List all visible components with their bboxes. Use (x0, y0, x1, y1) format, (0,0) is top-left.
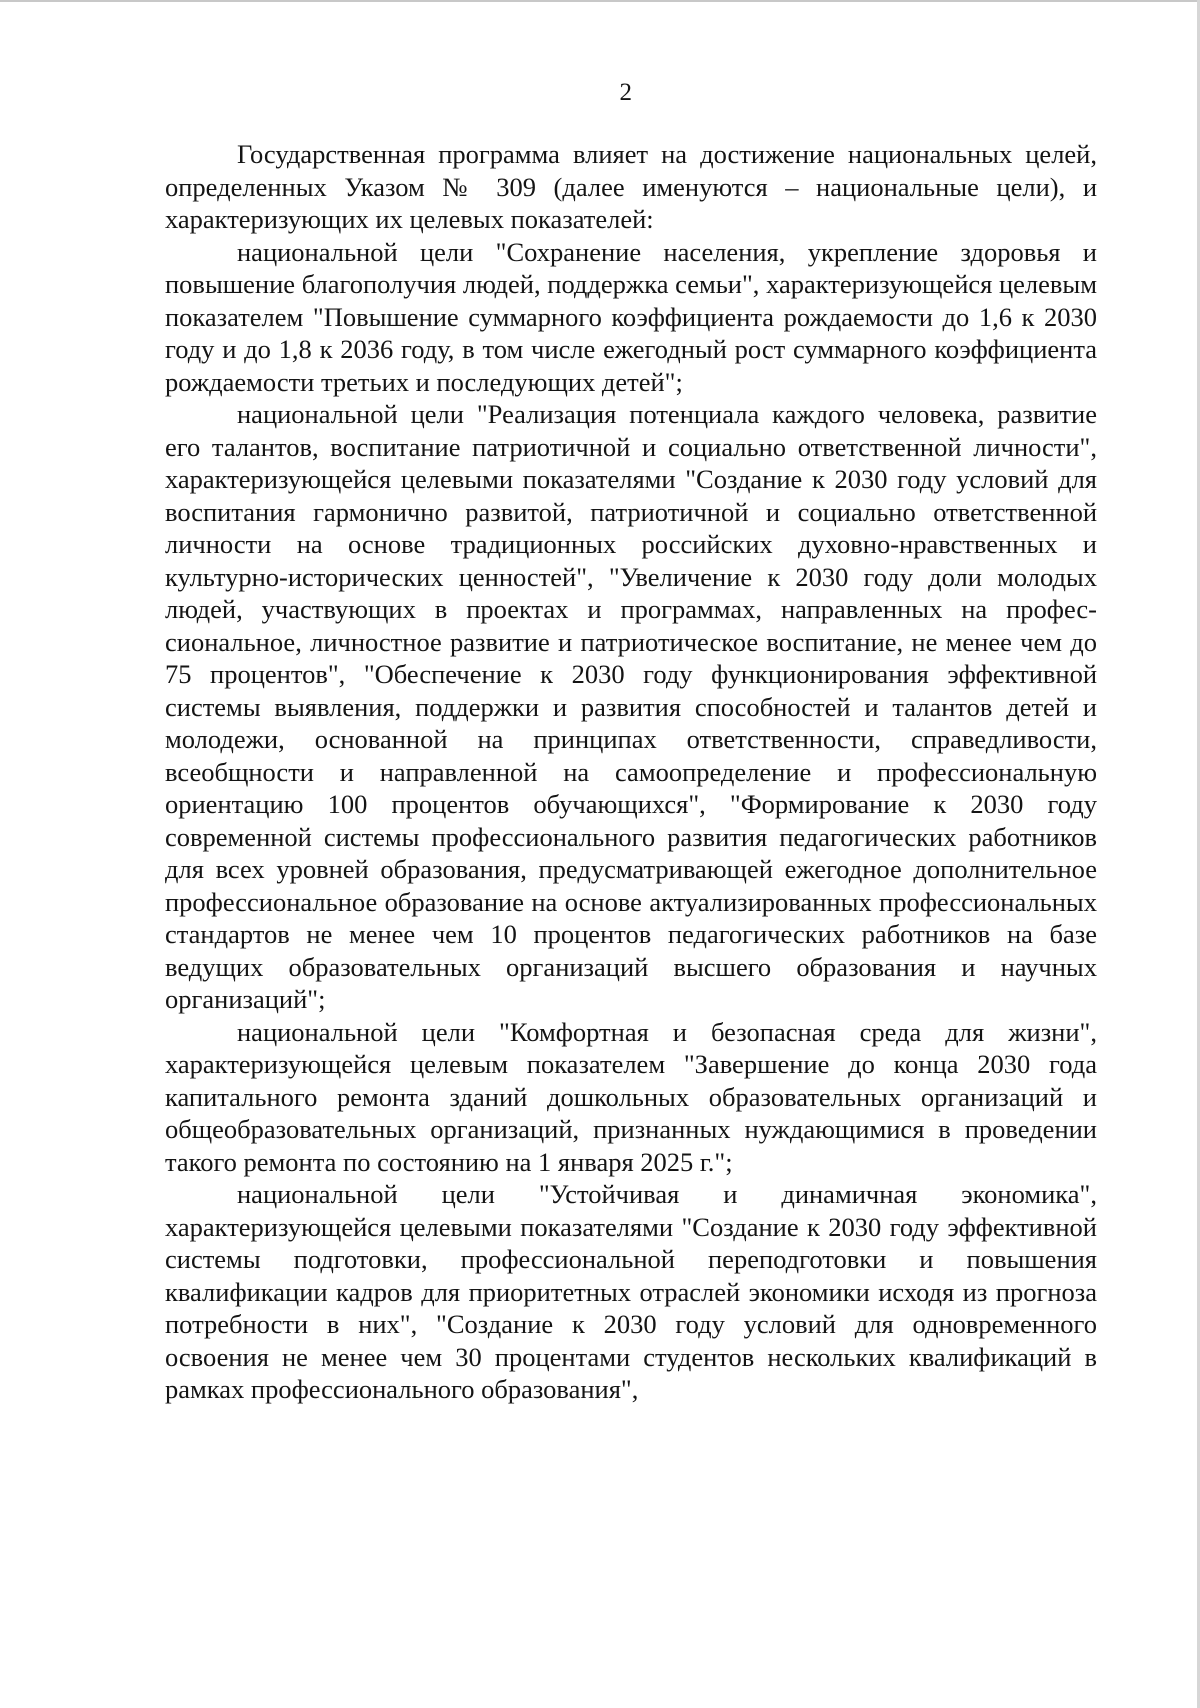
paragraph-goal-environment: национальной цели "Комфортная и безопасная среда для жизни", характеризующейся целевым показателем "Завершение до конца 2030 года капитального ремонта зданий дошкольных образовательных организаций и общеобразовательных организаций, признанных нуждающимися в проведении такого ремонта по состоянию на 1 января 2025 г."; (165, 1016, 1097, 1177)
paragraph-goal-economy: национальной цели "Устойчивая и динамичная экономика", характеризующейся целевыми показателями "Создание к 2030 году эффективной системы подготовки, профессиональной переподготовки и повышения квалификации кадров для приоритетных отраслей экономики исходя из прогноза потребности в них", "Создание к 2030 году условий для одновременного освоения не менее чем 30 процентами студентов нескольких квалификаций в рамках профессионального образования", (165, 1179, 1097, 1404)
paragraph-goal-potential: национальной цели "Реализация потенциала каждого человека, развитие его талантов, воспитание патриотичной и социально ответственной личности", характеризующейся целевыми показателями "Создание к 2030 году условий для воспитания гармонично развитой, патриотичной и социально ответственной личности на основе традиционных российских духовно-нравственных и культурно-исторических ценностей", "Увеличение к 2030 году доли молодых людей, участвующих в проектах и программах, направленных на профессиональное, личностное развитие и патриотическое воспитание, не менее чем до 75 процентов", "Обеспечение к 2030 году функционирования эффективной системы выявления, поддержки и развития способностей и талантов детей и молодежи, основанной на принципах ответственности, справедливости, всеобщности и направленной на самоопределение и профессиональную ориентацию 100 процентов обучающихся", "Формирование к 2030 году современной системы профессионального развития педагогических работников для всех уровней образования, предусматривающей ежегодное дополнительное профессиональное образование на основе актуализированных профессиональных стандартов не менее чем 10 процентов педагогических работников на базе ведущих образовательных организаций высшего образования и научных организаций"; (165, 399, 1097, 1014)
paragraph-goal-population: национальной цели "Сохранение населения, укрепление здоровья и повышение благополучия людей, поддержка семьи", характеризующейся целевым показателем "Повышение суммарного коэффициента рождаемости до 1,6 к 2030 году и до 1,8 к 2036 году, в том числе ежегодный рост суммарного коэффициента рождаемости третьих и последующих детей"; (165, 236, 1097, 397)
scan-edge-top (0, 0, 1200, 2)
document-body (165, 138, 1097, 1406)
paragraph-intro: Государственная программа влияет на достижение национальных целей, определенных Указом № 309 (далее именуются – национальные цели), и характеризующих их целевых показателей: (165, 139, 1097, 234)
page-number: 2 (619, 79, 633, 106)
